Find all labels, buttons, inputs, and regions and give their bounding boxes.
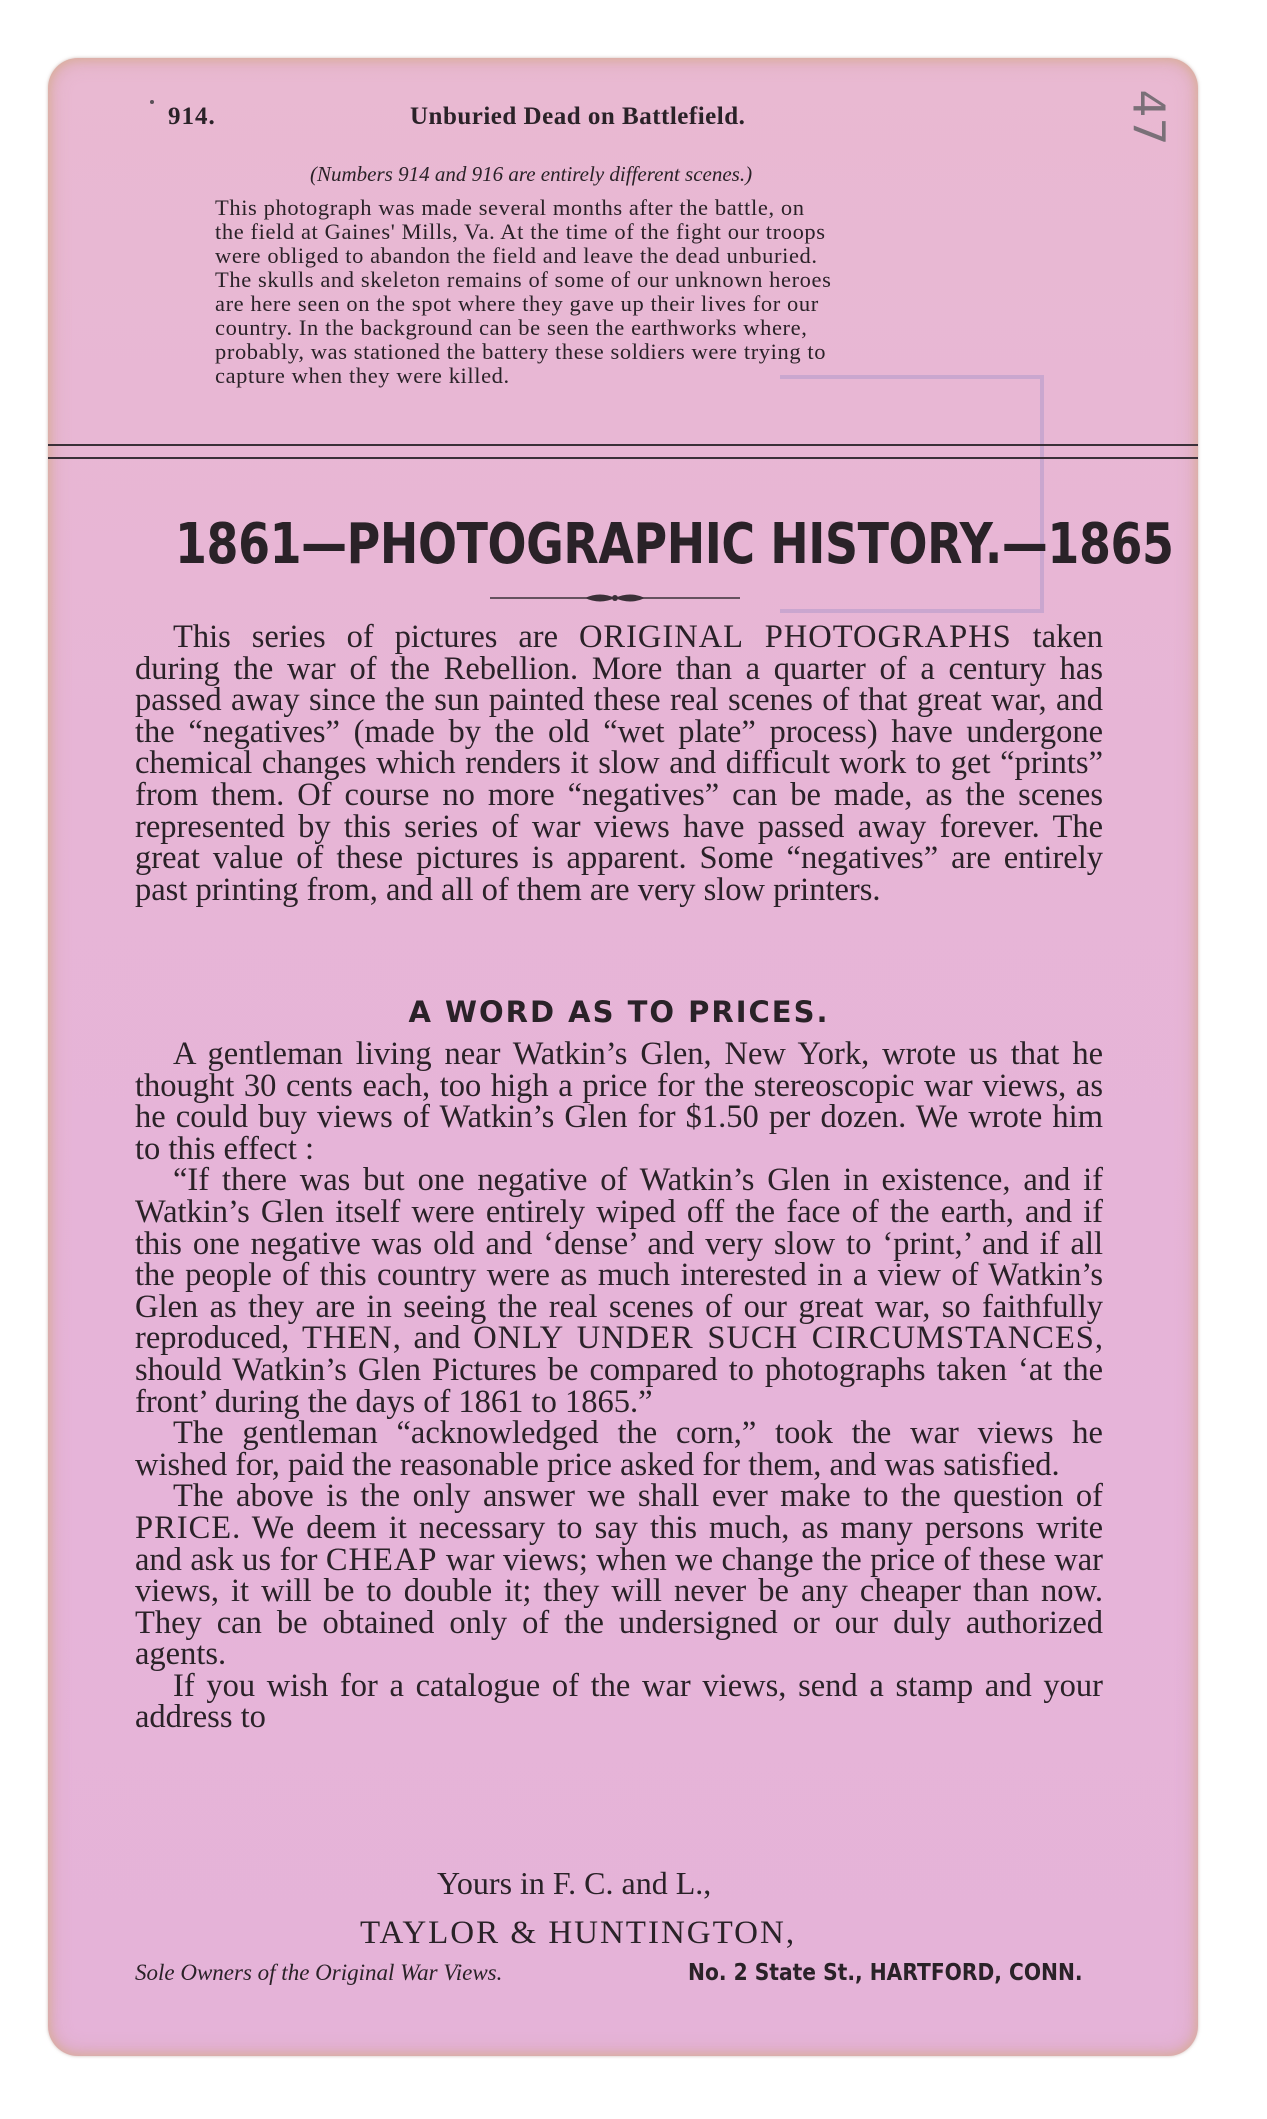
text-run: “If there was but one negative of Watkin’s Glen in existence, and if Watkin’s Glen itself were entirely wiped off the face of the earth, and if this one negative was old and ‘dense’ and very slow to ‘print,’ and if all the people of this country were as much interested in a view of Watkin’s Glen as they are in seeing the real scenes of our great war, so faithfully reproduced, <box>135 1162 1103 1357</box>
description-line: were obliged to abandon the field and leave the dead unburied. <box>215 243 818 268</box>
divider-rule <box>48 444 1198 446</box>
small-caps-run: ONLY UNDER SUCH CIRCUMSTANCES <box>473 1320 1095 1357</box>
prices-paragraph <box>135 1162 1104 1420</box>
footer-address: No. 2 State St., HARTFORD, CONN. <box>688 1960 1083 1986</box>
prices-text <box>135 1036 1104 1736</box>
text-run: , should Watkin’s Glen Pictures be compared to photographs taken ‘at the front’ during the days of 1861 to 1865.” <box>135 1320 1104 1420</box>
speck <box>150 100 154 104</box>
description-line: country. In the background can be seen the earthworks where, <box>215 315 808 340</box>
small-caps-run: THEN <box>302 1320 393 1357</box>
text-run: , and <box>392 1320 474 1357</box>
description-line: are here seen on the spot where they gave up their lives for our <box>215 291 819 316</box>
description-line: This photograph was made several months after the battle, on <box>215 195 805 220</box>
prices-paragraph <box>135 1667 1103 1736</box>
description-line: the field at Gaines' Mills, Va. At the time of the fight our troops <box>215 219 826 244</box>
intro-text <box>135 619 1103 908</box>
divider-rule <box>48 457 1198 459</box>
text-run: The gentleman “acknowledged the corn,” took the war views he wished for, paid the reasonable price asked for them, and was satisfied. <box>135 1415 1103 1483</box>
text-run: If you wish for a catalogue of the war views, send a stamp and your address to <box>135 1667 1103 1736</box>
intro-paragraph <box>135 619 1103 908</box>
description-line: The skulls and skeleton remains of some of our unknown heroes <box>215 267 832 292</box>
prices-paragraph <box>135 1478 1103 1673</box>
small-caps-run: PRICE <box>135 1509 233 1546</box>
prices-paragraph <box>135 1415 1103 1483</box>
text-run: war views; when we change the price of these war views, it will be to double it; they will never be any cheaper than now. They can be obtained only of the undersigned or our duly authorized agents. <box>135 1541 1103 1673</box>
text-run: This series of pictures are <box>173 619 579 655</box>
footer-tagline: Sole Owners of the Original War Views. <box>135 1960 503 1985</box>
text-run: The above is the only answer we shall ever make to the question of <box>173 1478 1103 1515</box>
view-description <box>215 196 1045 388</box>
small-caps-run: ORIGINAL PHOTOGRAPHS <box>578 619 1012 655</box>
firm-name: TAYLOR & HUNTINGTON, <box>360 1915 797 1951</box>
view-title: Unburied Dead on Battlefield. <box>410 103 746 130</box>
sign-off: Yours in F. C. and L., <box>437 1865 712 1901</box>
text-run: taken during the war of the Rebellion. More than a quarter of a century has passed away since the sun painted these real scenes of that great war, and the “negatives” (made by the old “wet plate” process) have undergone chemical changes which renders it slow and difficult work to get “prints” from them. Of course no more “negatives” can be made, as the scenes represented by this series of war views have passed away forever. The great value of these pictures is apparent. Some “negatives” are entirely past printing from, and all of them are very slow printers. <box>135 619 1103 908</box>
description-line: probably, was stationed the battery these soldiers were trying to <box>215 339 827 364</box>
prices-heading: A WORD AS TO PRICES. <box>408 995 830 1029</box>
scene-note: (Numbers 914 and 916 are entirely different scenes.) <box>310 162 753 186</box>
description-line: capture when they were killed. <box>215 363 510 388</box>
ornament-rule <box>490 590 740 606</box>
page-headline: 1861—PHOTOGRAPHIC HISTORY.—1865 <box>175 512 1174 577</box>
text-run: A gentleman living near Watkin’s Glen, New York, wrote us that he thought 30 cents each, too high a price for the stereoscopic war views, as he could buy views of Watkin’s Glen for $1.50 per dozen. We wrote him to this effect : <box>135 1036 1103 1167</box>
text-run: . We deem it necessary to say this much, as many persons write and ask us for <box>135 1509 1103 1578</box>
small-caps-run: CHEAP <box>325 1541 438 1578</box>
prices-paragraph <box>135 1036 1103 1167</box>
handwritten-mark: 47 <box>1122 89 1174 146</box>
view-number: 914. <box>168 103 216 130</box>
